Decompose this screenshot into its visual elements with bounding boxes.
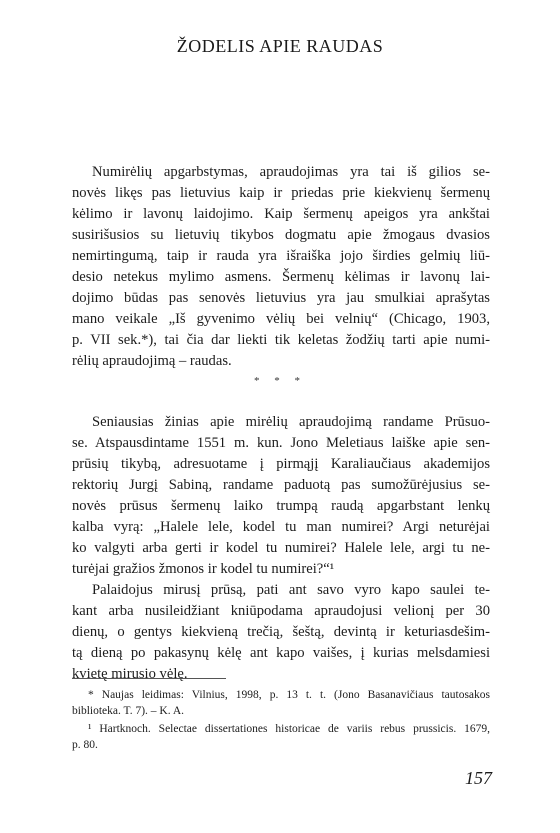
- text-line: Seniausias žinias apie mirėlių apraudojimą randame Prūsuo-: [92, 414, 490, 430]
- text-line: tą dieną po pakasynų kėlę ant kapo vaišes, į kurias melsdamiesi: [72, 645, 490, 661]
- text-line: ko valgyti arba gerti ir kodel tu numirei? Halele lele, argi tu ne-: [72, 540, 490, 556]
- text-line: kalba vyrą: „Halele lele, kodel tu man numirei? Argi neturėjai: [72, 519, 490, 535]
- text-line: kvietę mirusio vėlę.: [72, 666, 188, 682]
- section-separator: * * *: [254, 375, 306, 387]
- page-title: ŽODELIS APIE RAUDAS: [176, 36, 384, 56]
- text-line: rėlių apraudojimą – raudas.: [72, 353, 232, 369]
- text-line: Palaidojus mirusį prūsą, pati ant savo vyro kapo saulei te-: [92, 582, 490, 598]
- text-line: se. Atspausdintame 1551 m. kun. Jono Meletiaus laiške apie sen-: [72, 435, 490, 451]
- page-number: 157: [465, 768, 492, 788]
- paragraph-3: [72, 580, 490, 685]
- footnote-line: * Naujas leidimas: Vilnius, 1998, p. 13 t. t. (Jono Basanavičiaus tautosakos: [88, 689, 490, 701]
- text-line: kant arba nusileidžiant kniūpodama apraudojusi velionį per 30: [72, 603, 490, 619]
- text-line: rektorių Jurgį Sabiną, randame paduotą pas sumožūrėjusius se-: [72, 477, 490, 493]
- text-line: kėlimo ir lavonų laidojimo. Kaip šermenų apeigos yra ankštai: [72, 206, 490, 222]
- footnote-divider: [72, 678, 226, 679]
- text-line: p. VII sek.*), tai čia dar liekti tik keletas žodžių tarti apie numi-: [72, 332, 490, 348]
- text-line: nemirtingumą, taip ir rauda yra išraiška jojo širdies gelmių liū-: [72, 248, 490, 264]
- text-line: susirišusios su lietuvių tikybos dogmatu apie žmogaus dvasios: [72, 227, 490, 243]
- text-line: mano veikale „Iš gyvenimo vėlių bei velnių“ (Chicago, 1903,: [72, 311, 490, 327]
- text-line: dienų, o gentys kiekvieną trečią, šeštą, devintą ir keturiasdešim-: [72, 624, 490, 640]
- paragraph-1: [72, 162, 490, 372]
- paragraph-2: [72, 412, 490, 580]
- text-line: dojimo būdas pas senovės lietuvius yra jau smulkiai aprašytas: [72, 290, 490, 306]
- footnote-line: biblioteka. T. 7). – K. A.: [72, 705, 185, 717]
- text-line: Numirėlių apgarbstymas, apraudojimas yra tai iš gilios se-: [92, 164, 490, 180]
- text-line: prūsių tikybą, adresuotame į pirmąjį Karaliaučiaus akademijos: [72, 456, 490, 472]
- text-line: desio netekus mylimo asmens. Šermenų kėlimas ir lavonų lai-: [72, 269, 490, 285]
- footnote-2: [72, 721, 490, 753]
- text-line: novės prūsus šermenų laiko trumpą raudą apgarbstant lenkų: [72, 498, 490, 514]
- footnote-line: ¹ Hartknoch. Selectae dissertationes historicae de variis rebus prussicis. 1679,: [88, 723, 490, 735]
- footnote-1: [72, 687, 490, 719]
- footnote-line: p. 80.: [72, 739, 98, 751]
- text-line: turėjai gražios žmonos ir kodel tu numirei?“¹: [72, 561, 335, 577]
- text-line: novės likęs pas lietuvius kaip ir priedas prie kiekvienų šermenų: [72, 185, 490, 201]
